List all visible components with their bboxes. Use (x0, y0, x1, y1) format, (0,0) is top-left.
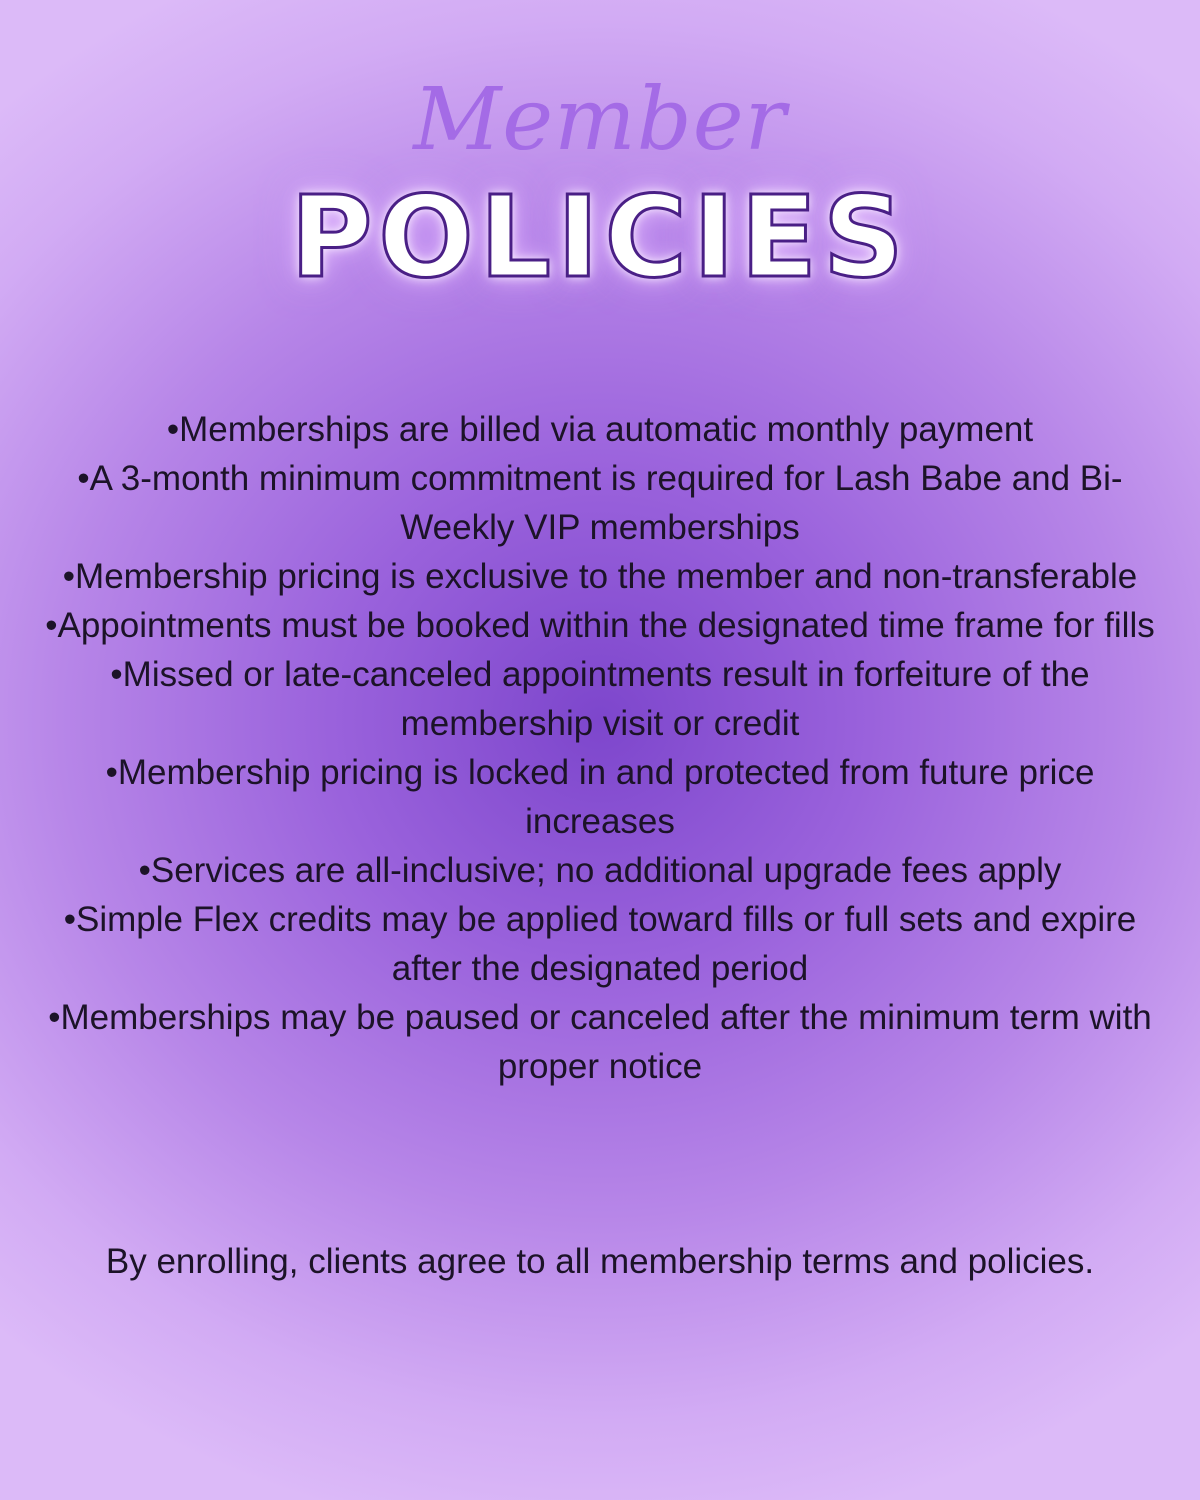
policy-list (40, 405, 1160, 1091)
title-policies: POLICIES (290, 173, 910, 303)
title-member: Member (413, 70, 787, 170)
policy-item: • Membership pricing is locked in and protected from future price increases (40, 748, 1160, 846)
policy-item: • A 3-month minimum commitment is required for Lash Babe and Bi-Weekly VIP memberships (40, 454, 1160, 552)
policy-item: • Membership pricing is exclusive to the member and non-transferable (40, 552, 1160, 601)
policy-item: • Memberships may be paused or canceled after the minimum term with proper notice (40, 993, 1160, 1091)
closing-statement: By enrolling, clients agree to all membership terms and policies. (105, 1242, 1095, 1281)
policy-item: • Simple Flex credits may be applied toward fills or full sets and expire after the designated period (40, 895, 1160, 993)
policy-item: • Memberships are billed via automatic monthly payment (40, 405, 1160, 454)
policy-item: • Appointments must be booked within the designated time frame for fills (40, 601, 1160, 650)
policy-item: • Missed or late-canceled appointments result in forfeiture of the membership visit or credit (40, 650, 1160, 748)
policy-item: • Services are all-inclusive; no additional upgrade fees apply (40, 846, 1160, 895)
